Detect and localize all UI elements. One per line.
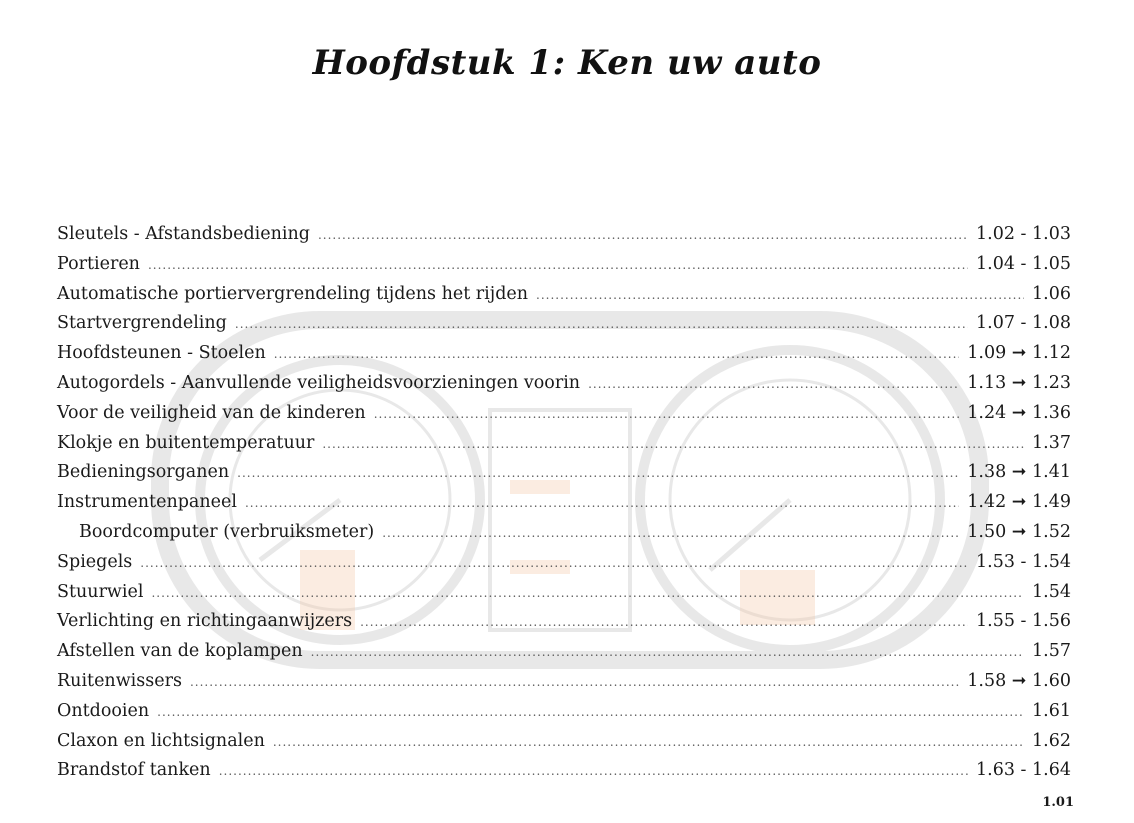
toc-dot-leader [382,526,959,540]
toc-entry-pages: 1.61 [1032,700,1071,721]
toc-entry[interactable] [57,492,1071,522]
toc-entry[interactable] [57,224,1071,254]
toc-entry[interactable] [57,701,1071,731]
toc-entry-pages: 1.38 ➞ 1.41 [967,462,1071,483]
toc-entry[interactable] [57,552,1071,582]
toc-dot-leader [245,496,959,510]
toc-entry-pages: 1.58 ➞ 1.60 [967,670,1071,691]
toc-entry[interactable] [57,373,1071,403]
toc-entry[interactable] [57,582,1071,612]
toc-dot-leader [190,675,959,689]
toc-entry[interactable] [57,313,1071,343]
toc-entry-label: Automatische portiervergrendeling tijdens het rijden [57,283,529,304]
toc-entry-pages: 1.62 [1032,730,1071,751]
toc-entry-pages: 1.57 [1032,641,1071,662]
toc-entry[interactable] [57,760,1071,790]
table-of-contents [57,224,1071,790]
toc-entry-pages: 1.06 [1032,283,1071,304]
page-number: 1.01 [1042,795,1074,810]
toc-entry-label: Startvergrendeling [57,313,227,334]
toc-dot-leader [536,288,1024,302]
toc-dot-leader [360,615,968,629]
toc-dot-leader [237,466,959,480]
toc-entry-pages: 1.53 - 1.54 [976,551,1071,572]
toc-entry-pages: 1.55 - 1.56 [976,611,1071,632]
toc-entry[interactable] [57,611,1071,641]
toc-entry-label: Ruitenwissers [57,670,182,691]
toc-entry-pages: 1.07 - 1.08 [976,313,1071,334]
toc-entry-pages: 1.02 - 1.03 [976,224,1071,244]
toc-dot-leader [318,228,968,242]
toc-entry-label: Brandstof tanken [57,760,211,781]
toc-entry[interactable] [57,343,1071,373]
page-title: Hoofdstuk 1: Ken uw auto [312,42,822,83]
toc-entry-label: Ontdooien [57,700,150,721]
toc-dot-leader [140,556,968,570]
toc-entry[interactable] [57,284,1071,314]
toc-dot-leader [374,407,960,421]
toc-dot-leader [311,645,1024,659]
toc-dot-leader [148,258,968,272]
toc-entry-pages: 1.13 ➞ 1.23 [967,372,1071,393]
toc-entry-pages: 1.37 [1032,432,1071,453]
toc-dot-leader [273,735,1024,749]
toc-entry-pages: 1.24 ➞ 1.36 [967,402,1071,423]
toc-dot-leader [151,586,1024,600]
toc-entry-label: Afstellen van de koplampen [57,641,303,662]
toc-entry-label: Klokje en buitentemperatuur [57,432,315,453]
toc-entry-label: Bedieningsorganen [57,462,230,483]
toc-entry-pages: 1.04 - 1.05 [976,253,1071,274]
toc-dot-leader [588,377,959,391]
toc-entry-label: Stuurwiel [57,581,144,602]
toc-entry-label: Boordcomputer (verbruiksmeter) [79,521,375,542]
toc-entry-label: Instrumentenpaneel [57,492,237,513]
toc-entry-label: Portieren [57,253,140,274]
toc-entry-pages: 1.63 - 1.64 [976,760,1071,781]
toc-dot-leader [322,437,1024,451]
toc-entry-label: Claxon en lichtsignalen [57,730,265,751]
toc-entry-label: Spiegels [57,551,133,572]
toc-entry-pages: 1.42 ➞ 1.49 [967,492,1071,513]
toc-entry[interactable] [57,641,1071,671]
toc-entry[interactable] [57,433,1071,463]
toc-entry-label: Autogordels - Aanvullende veiligheidsvoorzieningen voorin [57,372,581,393]
toc-dot-leader [274,347,960,361]
toc-entry[interactable] [57,254,1071,284]
toc-dot-leader [219,764,968,778]
toc-entry[interactable] [57,522,1071,552]
toc-entry-pages: 1.09 ➞ 1.12 [967,343,1071,364]
toc-entry-pages: 1.54 [1032,581,1071,602]
toc-dot-leader [157,705,1024,719]
toc-entry[interactable] [57,462,1071,492]
toc-entry[interactable] [57,731,1071,761]
toc-entry-label: Sleutels - Afstandsbediening [57,224,310,244]
toc-entry-pages: 1.50 ➞ 1.52 [967,521,1071,542]
toc-entry[interactable] [57,671,1071,701]
toc-entry-label: Verlichting en richtingaanwijzers [57,611,353,632]
toc-entry-label: Voor de veiligheid van de kinderen [57,402,366,423]
toc-entry-label: Hoofdsteunen - Stoelen [57,343,266,364]
toc-dot-leader [235,317,968,331]
toc-entry[interactable] [57,403,1071,433]
